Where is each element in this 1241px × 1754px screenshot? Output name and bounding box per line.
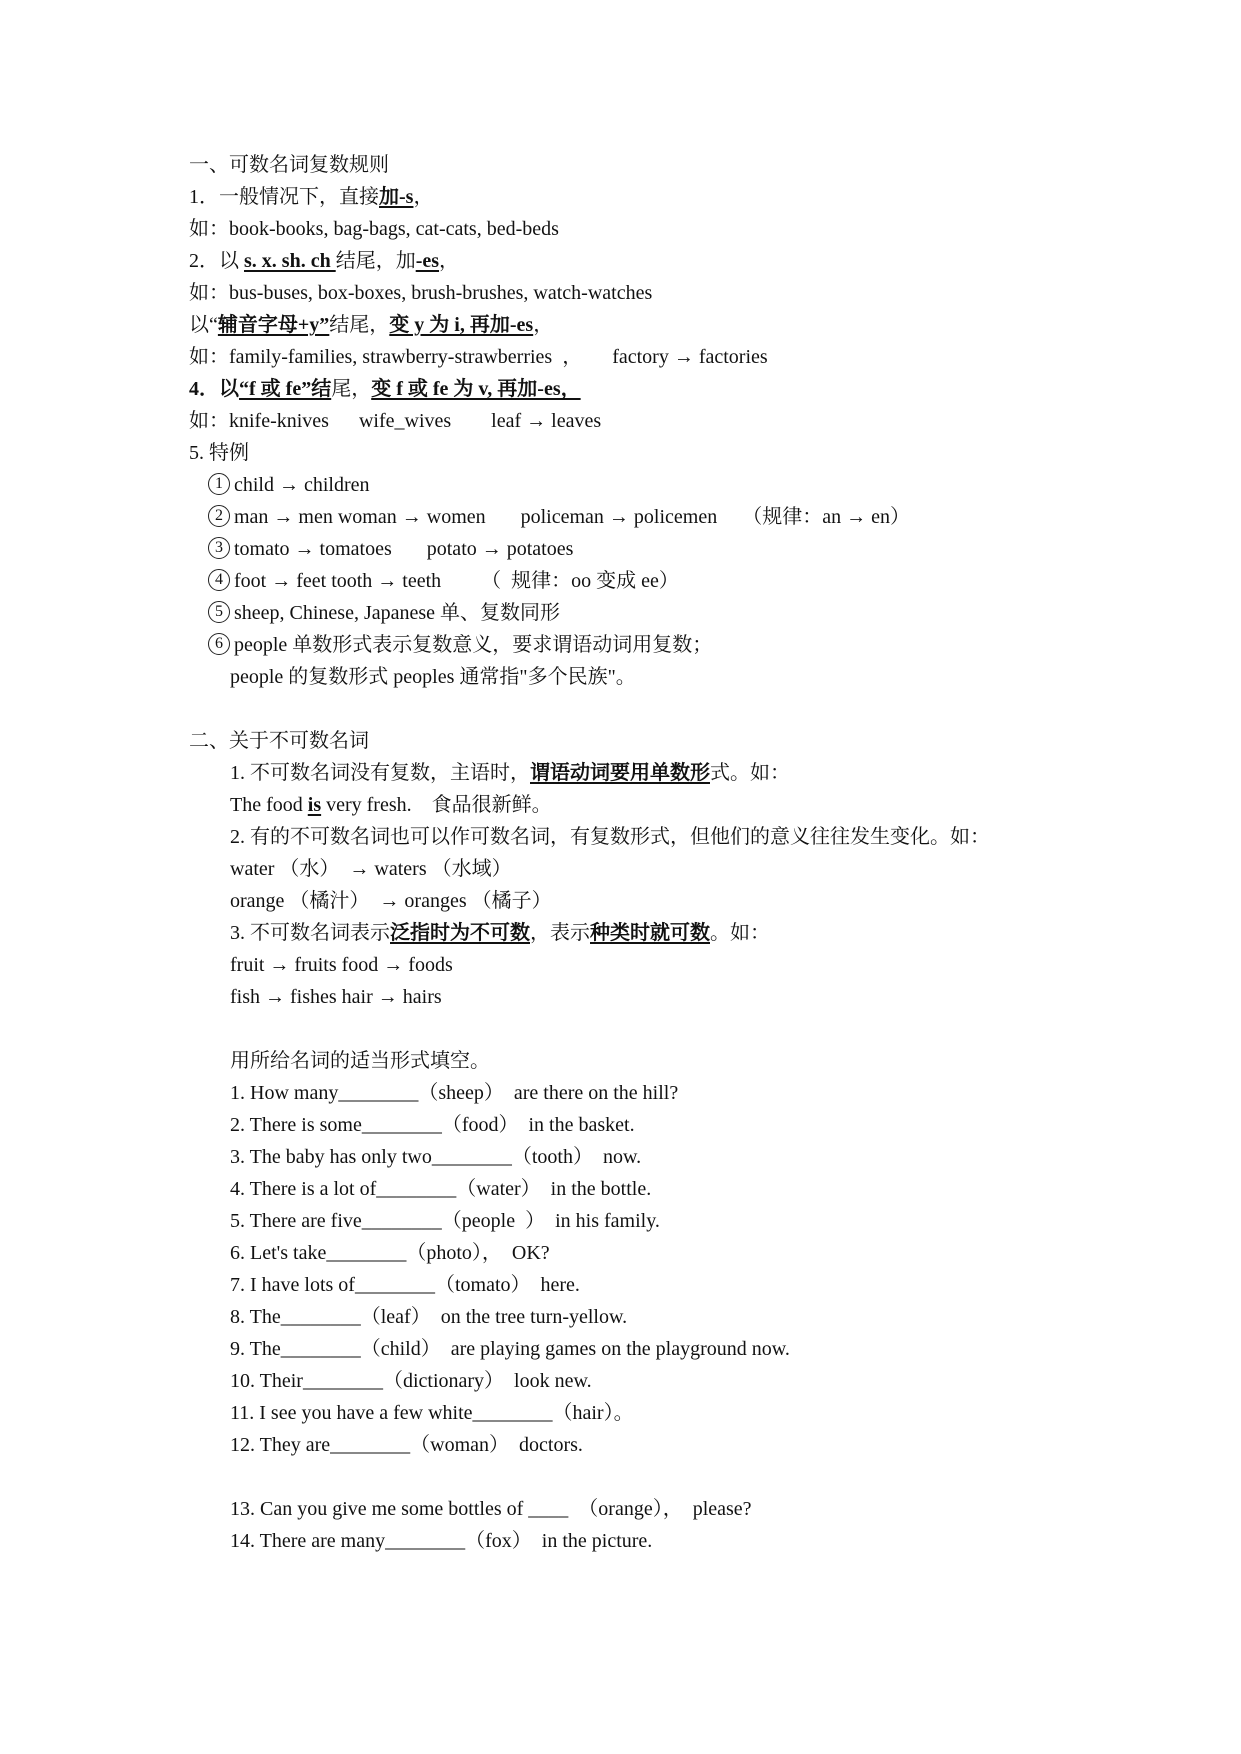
circled-number: 2: [208, 505, 230, 527]
exercise-item: 2. There is some________（food） in the basket.: [230, 1114, 635, 1136]
rule2: 2．以 s. x. sh. ch 结尾，加-es，: [189, 250, 460, 272]
uncountable-point-2-example-2: orange （橘汁） → oranges （橘子）: [230, 890, 552, 912]
exercise-item: 3. The baby has only two________（tooth） now.: [230, 1146, 642, 1168]
rule1: 1．一般情况下，直接加-s，: [189, 186, 434, 208]
special-case-1: 1 child → children: [208, 472, 370, 498]
exercise-item: 6. Let's take________（photo）， OK?: [230, 1242, 550, 1264]
rule3: 以“辅音字母+y”结尾，变 y 为 i, 再加-es，: [189, 314, 554, 336]
special-case-5: 5 sheep, Chinese, Japanese 单、复数同形: [208, 600, 560, 626]
rule2-example: 如：bus-buses, box-boxes, brush-brushes, watch-watches: [189, 282, 653, 304]
uncountable-point-3-example-2: fish → fishes hair → hairs: [230, 986, 442, 1008]
exercise-item: 12. They are________（woman） doctors.: [230, 1434, 583, 1456]
circled-number: 1: [208, 473, 230, 495]
special-case-2: 2 man → men woman → women policeman → policemen （规律：an → en）: [208, 504, 910, 530]
rule1-example: 如：book-books, bag-bags, cat-cats, bed-beds: [189, 218, 559, 240]
exercise-item: 1. How many________（sheep） are there on the hill?: [230, 1082, 679, 1104]
exercise-item: 13. Can you give me some bottles of ____ （orange）， please?: [230, 1498, 752, 1520]
rule3-example: 如：family-families, strawberry-strawberries ， factory → factories: [189, 346, 768, 368]
uncountable-point-3-example-1: fruit → fruits food → foods: [230, 954, 453, 976]
special-case-6-note: people 的复数形式 peoples 通常指"多个民族"。: [230, 666, 636, 688]
uncountable-point-2-example-1: water （水） → waters （水域）: [230, 858, 512, 880]
section2-title: 二、关于不可数名词: [189, 730, 369, 752]
uncountable-point-1: 1. 不可数名词没有复数，主语时，谓语动词要用单数形式。如：: [230, 762, 790, 784]
special-case-6: 6 people 单数形式表示复数意义，要求谓语动词用复数；: [208, 632, 712, 658]
exercise-instruction: 用所给名词的适当形式填空。: [230, 1050, 490, 1072]
exercise-item: 10. Their________（dictionary） look new.: [230, 1370, 592, 1392]
circled-number: 6: [208, 633, 230, 655]
exercise-item: 4. There is a lot of________（water） in the bottle.: [230, 1178, 652, 1200]
special-case-4: 4 foot → feet tooth → teeth （ 规律：oo 变成 ee）: [208, 568, 679, 594]
exercise-item: 8. The________（leaf） on the tree turn-yellow.: [230, 1306, 628, 1328]
special-case-3: 3 tomato → tomatoes potato → potatoes: [208, 536, 573, 562]
section1-title: 一、可数名词复数规则: [189, 154, 389, 176]
circled-number: 5: [208, 601, 230, 623]
rule4-example: 如：knife-knives wife_wives leaf → leaves: [189, 410, 602, 432]
exercise-item: 5. There are five________（people ） in his family.: [230, 1210, 660, 1232]
uncountable-point-3: 3. 不可数名词表示泛指时为不可数，表示种类时就可数。如：: [230, 922, 770, 944]
exercise-item: 9. The________（child） are playing games on the playground now.: [230, 1338, 790, 1360]
special-cases-title: 5. 特例: [189, 442, 249, 464]
circled-number: 4: [208, 569, 230, 591]
exercise-item: 7. I have lots of________（tomato） here.: [230, 1274, 580, 1296]
uncountable-point-1-example: The food is very fresh. 食品很新鲜。: [230, 794, 552, 816]
circled-number: 3: [208, 537, 230, 559]
exercise-item: 14. There are many________（fox） in the picture.: [230, 1530, 653, 1552]
rule4: 4．以“f 或 fe”结尾，变 f 或 fe 为 v, 再加-es，: [189, 378, 581, 400]
exercise-item: 11. I see you have a few white________（hair）。: [230, 1402, 634, 1424]
uncountable-point-2: 2. 有的不可数名词也可以作可数名词，有复数形式，但他们的意义往往发生变化。如：: [230, 826, 990, 848]
